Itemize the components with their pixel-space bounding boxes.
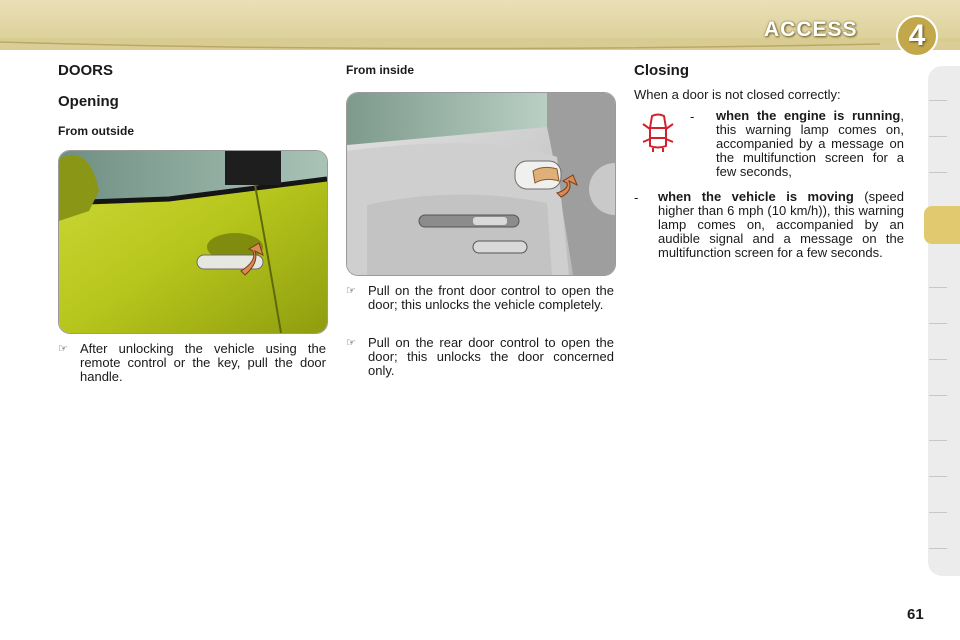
closing-intro: When a door is not closed correctly: [634,87,841,102]
dash-engine-running: - [690,109,695,124]
tab-divider [929,359,947,360]
inside-door-panel-image [346,92,616,276]
tab-divider [929,512,947,513]
tab-divider [929,136,947,137]
tab-divider [929,395,947,396]
hand-pointer-icon: ☞ [346,285,356,297]
tab-divider [929,172,947,173]
hand-pointer-icon: ☞ [58,343,68,355]
page-number: 61 [907,606,924,623]
vehicle-moving-label: when the vehicle is moving [658,189,854,204]
tab-divider [929,548,947,549]
doors-heading: DOORS [58,62,114,79]
tab-divider [929,287,947,288]
engine-running-warning [716,109,904,179]
tab-divider [929,440,947,441]
inside-instruction-rear [346,336,614,378]
from-outside-label: From outside [58,124,135,138]
inside-instruction-front [346,284,614,312]
outside-instruction-text: After unlocking the vehicle using the remote control or the key, pull the door handle. [80,341,326,384]
chapter-number: 4 [908,19,926,52]
engine-running-text: , this warning lamp comes on, accompanied by a message on the multifunction screen for a few seconds, [716,108,904,179]
tab-divider [929,476,947,477]
opening-heading: Opening [58,93,119,110]
tab-access-active[interactable] [924,206,960,244]
from-inside-label: From inside [346,63,415,77]
closing-heading: Closing [634,62,689,79]
hand-pointer-icon: ☞ [346,337,356,349]
door-open-warning-icon [640,112,676,156]
inside-instruction-front-text: Pull on the front door control to open the door; this unlocks the vehicle completely. [368,283,614,312]
tab-divider [929,100,947,101]
vehicle-moving-warning [658,190,904,260]
section-title: ACCESS [764,18,858,41]
chapter-badge [895,14,939,58]
dash-vehicle-moving: - [634,190,639,205]
vehicle-moving-text: (speed higher than 6 mph (10 km/h)), this warning lamp comes on, accompanied by an audible signal and a message on the multifunction screen for a few seconds. [658,189,904,260]
chapter-tabs [928,66,960,576]
outside-instruction [58,342,326,384]
tab-divider [929,323,947,324]
outside-door-handle-image [58,150,328,334]
inside-instruction-rear-text: Pull on the rear door control to open the door; this unlocks the door concerned only. [368,335,614,378]
engine-running-label: when the engine is running [716,108,901,123]
